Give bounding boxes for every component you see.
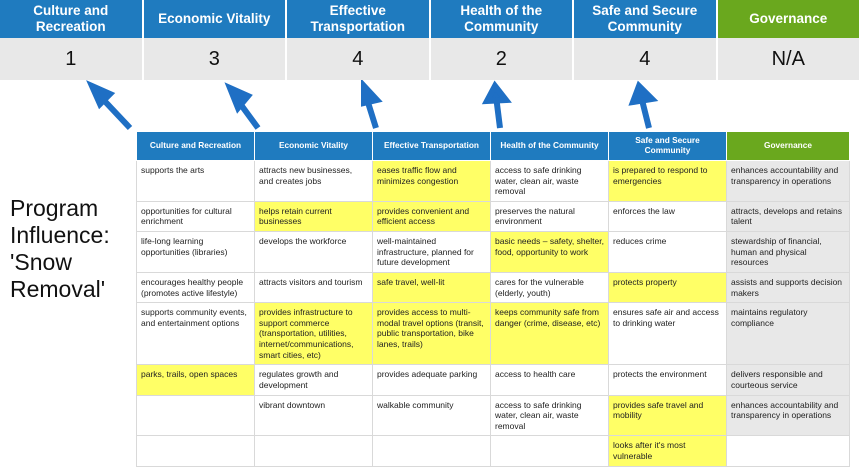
pillar-score-band [0, 38, 859, 80]
arrow-up-4 [487, 86, 506, 128]
matrix-header-2: Effective Transportation [373, 132, 491, 161]
arrow-up-5 [633, 86, 652, 128]
pillar-score-5: N/A [718, 38, 859, 80]
arrow-group [0, 80, 859, 132]
table-row [137, 365, 850, 395]
matrix-cell-5-1: regulates growth and development [255, 365, 373, 395]
matrix-header-5: Governance [727, 132, 850, 161]
matrix-cell-4-4: ensures safe air and access to drinking water [609, 303, 727, 365]
matrix-cell-1-3: preserves the natural environment [491, 201, 609, 231]
matrix-cell-1-1: helps retain current businesses [255, 201, 373, 231]
matrix-cell-3-4: protects property [609, 272, 727, 302]
matrix-cell-7-5 [727, 436, 850, 466]
matrix-cell-7-1 [255, 436, 373, 466]
pillar-header-cell-4: Safe and Secure Community [574, 0, 718, 38]
matrix-cell-0-4: is prepared to respond to emergencies [609, 160, 727, 201]
matrix-cell-4-3: keeps community safe from danger (crime, disease, etc) [491, 303, 609, 365]
pillar-header-cell-3: Health of the Community [431, 0, 575, 38]
table-row [137, 201, 850, 231]
matrix-cell-1-0: opportunities for cultural enrichment [137, 201, 255, 231]
pillar-score-4: 4 [574, 38, 718, 80]
matrix-cell-6-1: vibrant downtown [255, 395, 373, 436]
matrix-cell-2-5: stewardship of financial, human and physical resources [727, 232, 850, 273]
matrix-cell-2-2: well-maintained infrastructure, planned for future development [373, 232, 491, 273]
matrix-cell-7-2 [373, 436, 491, 466]
matrix-cell-7-4: looks after it's most vulnerable [609, 436, 727, 466]
matrix-cell-1-4: enforces the law [609, 201, 727, 231]
matrix-cell-6-0 [137, 395, 255, 436]
matrix-body [137, 160, 850, 466]
matrix-cell-3-1: attracts visitors and tourism [255, 272, 373, 302]
matrix-cell-6-2: walkable community [373, 395, 491, 436]
matrix-cell-3-0: encourages healthy people (promotes active lifestyle) [137, 272, 255, 302]
pillar-header-cell-0: Culture and Recreation [0, 0, 144, 38]
pillar-score-3: 2 [431, 38, 575, 80]
matrix-cell-2-3: basic needs – safety, shelter, food, opportunity to work [491, 232, 609, 273]
pillar-header-cell-5: Governance [718, 0, 859, 38]
matrix-cell-5-3: access to health care [491, 365, 609, 395]
pillar-score-0: 1 [0, 38, 144, 80]
matrix-cell-5-2: provides adequate parking [373, 365, 491, 395]
table-row [137, 303, 850, 365]
matrix-cell-4-0: supports community events, and entertainment options [137, 303, 255, 365]
matrix-cell-2-1: develops the workforce [255, 232, 373, 273]
pillar-header-cell-1: Economic Vitality [144, 0, 288, 38]
matrix-header-row [137, 132, 850, 161]
matrix-cell-1-5: attracts, develops and retains talent [727, 201, 850, 231]
pillar-matrix-table [136, 131, 850, 467]
matrix-header-3: Health of the Community [491, 132, 609, 161]
matrix-cell-5-5: delivers responsible and courteous service [727, 365, 850, 395]
matrix-cell-0-5: enhances accountability and transparency in operations [727, 160, 850, 201]
matrix-cell-3-2: safe travel, well-lit [373, 272, 491, 302]
matrix-header-1: Economic Vitality [255, 132, 373, 161]
arrow-up-1 [92, 86, 130, 128]
arrow-up-3 [364, 86, 377, 128]
matrix-header-0: Culture and Recreation [137, 132, 255, 161]
matrix-header-4: Safe and Secure Community [609, 132, 727, 161]
matrix-cell-6-4: provides safe travel and mobility [609, 395, 727, 436]
pillar-header-cell-2: Effective Transportation [287, 0, 431, 38]
pillar-header-band [0, 0, 859, 38]
table-row [137, 436, 850, 466]
page-title: Program Influence: 'Snow Removal' [10, 195, 135, 304]
table-row [137, 395, 850, 436]
matrix-cell-6-5: enhances accountability and transparency in operations [727, 395, 850, 436]
matrix-cell-4-5: maintains regulatory compliance [727, 303, 850, 365]
matrix-cell-5-4: protects the environment [609, 365, 727, 395]
matrix-cell-2-0: life-long learning opportunities (libraries) [137, 232, 255, 273]
matrix-cell-7-3 [491, 436, 609, 466]
table-row [137, 232, 850, 273]
pillar-score-1: 3 [144, 38, 288, 80]
matrix-cell-4-1: provides infrastructure to support commerce (transportation, utilities, internet/communications, smart cities, etc) [255, 303, 373, 365]
matrix-cell-3-3: cares for the vulnerable (elderly, youth) [491, 272, 609, 302]
matrix-cell-6-3: access to safe drinking water, clean air, waste removal [491, 395, 609, 436]
matrix-cell-4-2: provides access to multi-modal travel options (transit, public transportation, bike lanes, trails) [373, 303, 491, 365]
matrix-cell-0-3: access to safe drinking water, clean air, waste removal [491, 160, 609, 201]
arrow-up-2 [230, 88, 258, 128]
matrix-cell-1-2: provides convenient and efficient access [373, 201, 491, 231]
matrix-cell-0-2: eases traffic flow and minimizes congestion [373, 160, 491, 201]
matrix-cell-0-1: attracts new businesses, and creates jobs [255, 160, 373, 201]
table-row [137, 272, 850, 302]
matrix-cell-0-0: supports the arts [137, 160, 255, 201]
matrix-cell-2-4: reduces crime [609, 232, 727, 273]
table-row [137, 160, 850, 201]
matrix-cell-5-0: parks, trails, open spaces [137, 365, 255, 395]
matrix-cell-3-5: assists and supports decision makers [727, 272, 850, 302]
matrix-cell-7-0 [137, 436, 255, 466]
pillar-score-2: 4 [287, 38, 431, 80]
